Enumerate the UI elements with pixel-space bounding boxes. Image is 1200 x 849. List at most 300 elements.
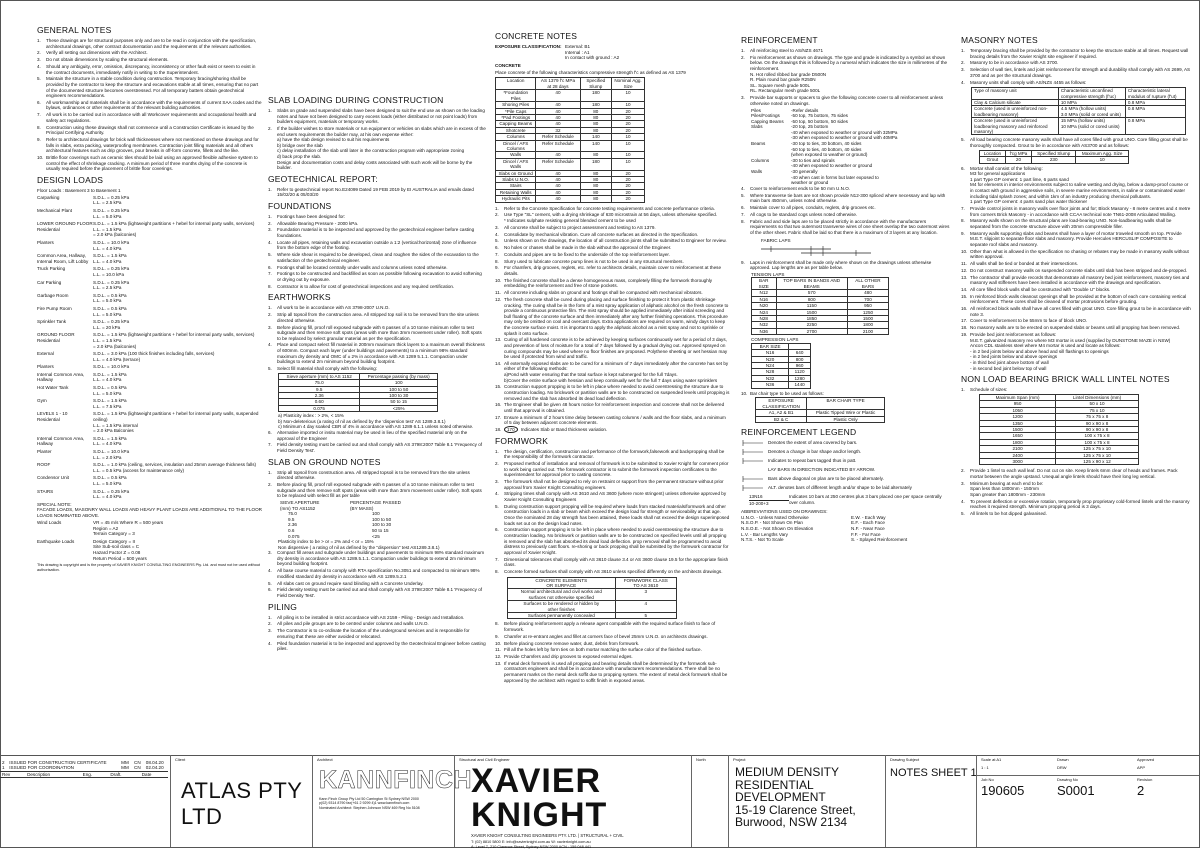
load-location: Car Parking (37, 279, 62, 285)
design-load-row (37, 364, 262, 370)
list-item (495, 232, 730, 238)
load-location: Common Area, Hallway, Internal Room, Lift Lobby (37, 253, 89, 264)
tension-laps-table (751, 277, 889, 335)
item-text: Piled foundation material is to be inspected and approved by the Geotechnical Engineer before casting piles. (277, 640, 486, 652)
cover-value: -30 top to ties, 30 bottom, 40 sides -50 top to ties, 40 bottom, 40 sides (when exposed to weather or ground) (791, 141, 868, 158)
item-number: 1. (268, 108, 272, 113)
item-number: 8. (961, 218, 965, 224)
table-cell: 640 (789, 350, 811, 356)
revision-cell: 08.04.20 (145, 760, 164, 765)
list-item (961, 306, 1191, 317)
design-load-row (37, 475, 262, 486)
item-number: 7. (495, 556, 499, 562)
item-number: 5. (741, 192, 745, 198)
item-text: All externally exposed slabs are to be cured for a minimum of 7 days immediately after the concrete has set by either of the following methods: a)Pond with water ensuring that the total surface is kept submerged for the full 7days. b)Cover the entire surface with hessian and keep continually wet for the full 7 days using water sprinklers (504, 360, 729, 383)
item-text: Unless shown on the drawings, the location of all construction joints shall be submitted to Engineer for review. (504, 238, 727, 244)
list-item (495, 225, 730, 231)
item-text: Where side shear is required to be developed, clean and roughen the sides of the excavation to the satisfaction of the geotechnical engineer. (277, 252, 479, 263)
item-text: Where transverse tie bars are not shown provide N12-300 spliced where necessary and lap with main bars 450mm, unless noted otherwise. (750, 192, 946, 204)
item-text: The Engineer shall be given 48 hours notice for reinforcement inspection and concrete shall not be delivered until that approval is obtained. (504, 402, 725, 413)
load-location: Condensor Unit (37, 475, 69, 481)
table-cell: 40 (536, 121, 580, 127)
revision-cell: 1 (2, 765, 5, 771)
table-cell: 40 (536, 170, 580, 176)
list-item (268, 430, 486, 441)
table-header: Location (496, 78, 536, 90)
load-value: S.D.L. = 0.25 kPa L.L. = 5.0 kPa (93, 208, 130, 219)
item-text: Field density testing must be carried out and shall comply with AS 3798:2007 Table 8.1 'Frequency of Field Density Test'. (277, 587, 483, 598)
load-location: Truck Parking (37, 266, 66, 272)
item-number: 3. (495, 224, 499, 230)
item-number: 3. (37, 57, 41, 63)
list-item (741, 205, 951, 211)
cover-value: -20 top, 25 bottom -40 when exposed to weather or ground with 32MPa -30 when exposed to weather or ground with 40MPa (791, 124, 898, 141)
table-cell: 80 (580, 152, 612, 158)
table-cell: 20 (612, 127, 645, 133)
masonry-units-table (971, 87, 1186, 135)
item-text: All work is to be carried out in accordance with all Workcover requirements and occupational health and safety act regulations. (46, 112, 257, 123)
legend-item (741, 485, 951, 491)
table-cell: Hydraulic Pits (496, 196, 536, 202)
table-header: CONCRETE ELEMENTS OR SURFACE (508, 577, 616, 589)
column-construction (268, 92, 486, 653)
cover-value: -30 generally -40 when cast in forms but later exposed to weather or ground (791, 169, 879, 186)
table-header: Maximum Agg. Size (1076, 150, 1129, 156)
list-item (741, 95, 951, 106)
legend-item (741, 440, 951, 446)
load-value: S.D.L. = 0.5 kPa L.L. = 5.0 kPa (93, 385, 127, 396)
item-text: Contractor is to allow for cost of geotechnical inspections and any required certification. (277, 283, 455, 289)
cover-schedule (751, 108, 951, 186)
item-number: 2. (961, 468, 965, 474)
reinforcement-legend-title: REINFORCEMENT LEGEND (741, 426, 857, 437)
list-item (495, 238, 730, 244)
architect-logo: KANNFINCH (319, 766, 473, 794)
item-text: All base course material to comply with RTA specification No.3051 and compacted to minimum 98% modified standard dry density in accordance with AS 1289.5.2.1 (277, 568, 480, 579)
item-text: Concrete formed surfaces shall comply with AS 3610 unless specified differently on the architects drawings. (504, 568, 723, 574)
table-cell: 1650 (980, 433, 1056, 439)
table-header: Lintel Dimensions (mm) (1056, 394, 1139, 400)
sieve-pass: 100 to 50 (372, 516, 392, 522)
sieve-size: 0.6 (288, 527, 295, 533)
load-location: Mechanical Plant (37, 208, 72, 214)
grout-table (979, 150, 1129, 164)
item-number: 5. (268, 252, 272, 258)
table-cell: 2.36 (279, 393, 360, 399)
item-text: Do not construct masonry walls on suspended concrete slabs until slab has been stripped and de-propped. (970, 267, 1188, 273)
table-row (508, 612, 677, 618)
compression-laps-table (751, 343, 811, 389)
list-item (961, 60, 1191, 66)
item-number: 2. (741, 54, 745, 60)
list-item (495, 259, 730, 265)
item-number: 6. (961, 165, 965, 171)
load-value: S.D.L. = 0.25 kPa L.L. = 2.5 kPa (93, 194, 130, 206)
slab-loading-list (268, 108, 486, 171)
list-item (268, 305, 486, 311)
table-cell: 50 to 15 (360, 399, 438, 405)
table-cell: <25% (360, 405, 438, 411)
list-item (961, 511, 1191, 517)
list-item (741, 55, 951, 94)
list-item (495, 569, 730, 575)
table-cell: 1800 (980, 439, 1056, 445)
item-text: Mortar shall consist of the following: M3 for general applications 1 part Type GP cement: 1 part lime, 6 parts sand M4 for elements in interior environments subject to saline wetting and drying, below a damp-proof course or in contact with ground in aggressive soils, in severe marine environments, in saline or contaminated water including tidal splash zones; and within 1km of an industry producing chemical pollutants. 1 part Type GP cement: 4 parts sand plus water thickener (970, 165, 1189, 205)
item-number: 8. (741, 218, 745, 224)
table-cell: 20 (612, 114, 645, 120)
list-item (741, 48, 951, 54)
list-item (961, 67, 1191, 78)
table-header: Nominal Agg. Size (612, 78, 645, 90)
design-load-row (37, 385, 262, 396)
item-number: 4. (268, 568, 272, 574)
table-cell: Stairs (496, 183, 536, 189)
item-text: Do not obtain dimensions by scaling the structural elements. (46, 57, 169, 63)
item-text: Field density testing must be carried out and shall comply with AS 3798:2007 Table 8.1 'Frequency of Field Density Test'. (277, 442, 483, 453)
cover-value: -50 top, 75 bottom, 75 sides (791, 113, 848, 119)
list-item (268, 581, 486, 587)
list-item (268, 271, 486, 282)
table-cell: 2100 (847, 328, 888, 334)
item-number: 2. (495, 461, 499, 467)
list-item (495, 557, 730, 568)
cover-element: Slabs (751, 124, 763, 130)
design-load-row (37, 306, 262, 317)
list-item (268, 442, 486, 453)
legend-item (741, 449, 951, 455)
table-cell: 90 x 90 x 8 (1056, 427, 1139, 433)
load-location: Carparking (37, 194, 60, 200)
list-item (961, 261, 1191, 267)
item-number: 5. (495, 238, 499, 244)
formwork-class-table (507, 577, 677, 620)
list-item (961, 468, 1191, 479)
table-row (496, 196, 645, 202)
column-concrete (495, 28, 730, 684)
earthquake-loads: Earthquake Loads Design Category = II Site Sub-soil class = C Hazard Factor Z = 0.08 Return Period = 500 years (37, 538, 147, 561)
table-cell: 80 (580, 196, 612, 202)
design-load-row (37, 489, 262, 500)
concrete-list (495, 206, 730, 433)
legend-item (741, 458, 951, 464)
table-cell: *Pad Footings (496, 114, 536, 120)
load-value: S.D.L. = 0.5 kPa L.L. = 5.0 kPa (93, 305, 127, 317)
table-cell: Slabs U.N.O. (496, 176, 536, 182)
table-cell: N32 (752, 375, 789, 381)
item-number: 9. (961, 230, 965, 236)
table-cell: 125 x 90 x 12 (1056, 459, 1139, 465)
north-cell: North (691, 755, 727, 847)
item-number: 4. (961, 79, 965, 85)
table-cell: 15 MPa (hollow units) 10 MPa (solid or cored units) (1058, 118, 1125, 135)
exposure-classification: EXPOSURE CLASSIFICATION: External: B1 Internal : A1 In contact with ground : A2 (495, 44, 620, 61)
wind-loads: Wind Loads VR = 45 m/s Where R = 500 years Region = A2 Terrain Category = 3 (37, 520, 164, 537)
table-cell: 20 (612, 196, 645, 202)
table-header: BAR CHAIR TYPE (807, 398, 885, 410)
table-cell: Concrete (used in unreinforced non-loadbearing masonry) (972, 106, 1059, 118)
table-cell: 10 (612, 158, 645, 170)
list-item (961, 499, 1191, 510)
table-cell: 480 (847, 290, 888, 296)
item-number: 2. (268, 125, 272, 131)
item-text: For chamfers, drip grooves, reglets, etc. refer to architects details, maintain cover to reinforcement at these details. (504, 265, 722, 277)
table-cell: Concrete (used in unreinforced loadbearing masonry and reinforced masonry) (972, 118, 1059, 135)
legend-item (741, 476, 951, 482)
item-text: Fill all the holes left by form ties on both mortar matching the surface color of the finished surface. (504, 647, 702, 653)
item-number: 12. (961, 267, 968, 273)
item-text: Temporary bracing shall be provided by the contractor to keep the structure stable at all times. Request wall bracing details from the Xavier Knight site engineer if required. (970, 48, 1189, 59)
table-cell: Refer Schedule (536, 140, 580, 152)
list-item (268, 621, 486, 627)
client-name: ATLAS PTY LTD (181, 778, 303, 829)
item-text: If metal deck formwork is used all propping and bearing details shall be determined by the formwork sub-contractors engineers and shall be in accordance with manufacturers recommendations. There shall be no permanent marks on the metal deck soffit due to propping system. The extent of metal deck formwork shall be approved by the architect with regard to soffit finish in exposed areas. (504, 660, 728, 683)
item-number: 1. (961, 48, 965, 53)
list-item (961, 249, 1191, 260)
abbrev-row (741, 537, 951, 543)
table-cell: N24 (752, 309, 777, 315)
list-item (268, 568, 486, 579)
table-cell: 125 x 75 x 10 (1056, 452, 1139, 458)
table-cell: 2100 (980, 446, 1056, 452)
masonry-item-5: 5. All load bearing concrete masonry walls shall have all cores filled with grout UNO. Core filling grout shall be thoroughly compacted. Grout to be in accordance with AS3700 and as follows: (961, 137, 1188, 148)
item-number: 18. (961, 325, 968, 331)
item-number: 3. (268, 324, 272, 330)
item-text: If the builder wishes to store materials or run equipment or vehicles on slabs which are in excess of the end users requirements the builder may, at his own expense either: a) have the slab design revised to suit his requirements b) bridge over the slab c) delay installation of the slab until later in the construction program with appropriate zoning d) back prop the slab. Design and documentation costs and delay costs associated with such work will be borne by the builder. (277, 125, 486, 171)
table-header: TOP BARS IN BANDS AND BEAMS (776, 278, 847, 290)
abbrev-right: S. - Splayed Reinforcement (851, 537, 908, 543)
list-item (268, 187, 486, 198)
revision-cell: 2 (2, 760, 5, 765)
list-item (961, 332, 1191, 371)
revision-header: Draft. (108, 771, 139, 777)
load-location: Sprinkler Tank (37, 319, 67, 325)
item-number: 2. (268, 481, 272, 487)
legend-item (741, 467, 951, 473)
item-number: 7. (268, 442, 272, 448)
legend-symbol (741, 467, 765, 473)
sieve-pass: 100 (372, 511, 380, 517)
masonry-list (961, 48, 1191, 85)
legend-text: Denotes a change in bar shape and/or length. (768, 449, 862, 455)
table-row (496, 158, 645, 170)
list-item (268, 615, 486, 621)
item-number: 1. (37, 38, 41, 43)
list-item (495, 212, 730, 223)
list-item (495, 479, 730, 490)
table-cell: 0.8 MPa (1125, 118, 1185, 135)
load-location: Planter (37, 449, 52, 454)
table-cell: 180 (580, 102, 612, 108)
load-location: STAIRS (37, 488, 54, 494)
sog-notes: Plasticity index to be > or = 2% and < or = 15% Non dispersive ( a rating of nil as defined by the "dispersion" test AS1289.3.8.1) (278, 539, 440, 550)
abbrev-right: E.W. - Each Way (851, 514, 886, 520)
item-number: 15. (961, 293, 968, 299)
table-cell: B2 & C (756, 416, 807, 422)
table-cell: 40 (536, 183, 580, 189)
client-cell: Client ATLAS PTY LTD (170, 755, 311, 847)
copyright-note: This drawing is copyright and is the property of XAVIER KNIGHT CONSULTING ENGINEERS Pty. Ltd. and must not be used without authorisation. (37, 563, 260, 573)
list-item (495, 634, 730, 640)
list-item (961, 206, 1191, 217)
item-text: Stripping times shall comply with AS 3610 and AS 3600 (where more stringent) unless otherwise approved by Xavier Knight Consulting Engineers (504, 491, 727, 503)
table-row (756, 416, 885, 422)
design-load-row (37, 332, 262, 349)
design-load-row (37, 319, 262, 330)
table-header: Characteristic unconfined compressive strength (f'uc) (1058, 88, 1125, 100)
list-item (495, 504, 730, 526)
load-value: S.D.L. = 1.5 kPa (lightweight partitions + hebel for internal party walls, services) L.L. = 1.5 kPa = 2.0 kPa (balconies) (93, 221, 255, 238)
revision-header: Eng. (81, 771, 109, 777)
table-cell: 40 (536, 108, 580, 114)
item-text: Construction using these drawings shall not commence until a Construction Certificate is issued by the Principal Certifying Authority. (46, 124, 254, 136)
load-value: S.D.L. = 0.25 kPa L.L. = 4.0 kPa (93, 488, 130, 500)
item-text: Masonry units shall comply with AS/NZS 4455 as follows: (970, 79, 1087, 85)
revision-cell: CN (134, 760, 141, 765)
item-text: Use Type "SL" cement, with a drying shrinkage of 630 microstrain at 56 days, unless otherwise specified. * Indicates sulphate resisting general blended cement to be used (504, 212, 718, 223)
table-cell: Refer Schedule (536, 134, 580, 140)
load-value: S.D.L. = 1.5 kPa L.L. = 4.0 kPa (93, 253, 127, 264)
masonry-list-2 (961, 166, 1191, 372)
concrete-label: CONCRETE (495, 62, 521, 68)
list-item (495, 337, 730, 359)
item-number: 7. (741, 211, 745, 217)
table-cell: Shotcrete (496, 127, 536, 133)
table-cell: 75 x 75 x 8 (1056, 414, 1139, 420)
list-item (495, 527, 730, 555)
list-item (37, 112, 262, 123)
cover-row (751, 124, 951, 141)
cover-value: -30 to ties and spirals -40 when exposed to weather or ground (791, 157, 873, 169)
sieve-size: 2.36 (288, 522, 297, 528)
item-text: Footings have been designed for: (277, 213, 346, 219)
item-number: 1. (741, 48, 745, 53)
item-number: 11. (495, 290, 502, 296)
table-cell: 1500 (776, 309, 847, 315)
list-item (495, 206, 730, 212)
table-cell: 10 (612, 152, 645, 158)
item-number: 1. (268, 469, 272, 475)
table-cell: N24 (752, 362, 789, 368)
table-cell: 20 (612, 189, 645, 195)
table-cell: *Foundation Piles (496, 90, 536, 102)
load-value: S.D.L. = 1.5 kPa (lightweight partitions + hebel for internal party walls, services) L.L. = 1.5 kPa = 2.0 kPa (balconies) (93, 332, 255, 349)
table-cell: 80 (580, 189, 612, 195)
lintel-table (979, 394, 1139, 465)
item-text: Strip all topsoil from construction area. All stripped topsoil is to be removed from the site unless directed otherwise. (277, 469, 470, 481)
table-cell: 800 (776, 296, 847, 302)
table-cell: N20 (752, 303, 777, 309)
list-item (37, 137, 262, 154)
revision-header: Description (25, 771, 81, 777)
design-load-row (37, 195, 262, 206)
table-header: Specified Slump (1032, 150, 1076, 156)
item-text: Provide bar supports or spacers to give the following concrete cover to all reinforcement unless otherwise noted on drawings. (750, 95, 944, 106)
item-number: 5. (961, 511, 965, 517)
table-cell: 40 (536, 102, 580, 108)
item-number: 4. (495, 491, 499, 497)
list-item (495, 278, 730, 289)
table-header: Maximum Span (mm) (980, 394, 1056, 400)
item-text: These drawings are for structural purposes only and are to be read in conjunction with the specification, architectural drawings, other contract documentation and the requirements of the relevant authorities. (46, 38, 257, 49)
list-item (961, 481, 1191, 498)
table-cell: 1280 (789, 375, 811, 381)
table-cell: 20 (612, 121, 645, 127)
load-value: S.D.L. = 0.25 kPa L.L. = 10.0 kPa (93, 266, 130, 277)
table-cell: 4.5 MPa (hollow units) 3.0 MPa (solid or cored units) (1058, 106, 1125, 118)
table-cell: 40 (536, 189, 580, 195)
table-cell: N16 (752, 296, 777, 302)
list-item (961, 80, 1191, 86)
list-item (268, 284, 486, 290)
table-row (752, 328, 889, 334)
item-number: 2. (961, 60, 965, 66)
table-cell: 32 (536, 127, 580, 133)
item-text: Place and compact select fill material in 200mm maximum thick layers to a maximum overall thickness of 600mm. Compact each layer (under buildings and pavements) to a minimum 98% standard maximum dry density and OMC of ± 2% in accordance with AS 1289 5.1.1. Compaction under buildings to extend 2m minimum beyond building footprint. (277, 342, 485, 365)
item-text: Masonry to be in accordance with AS 3700. (970, 60, 1059, 66)
cover-element: Piles (751, 107, 761, 113)
revision-cell: MM (121, 760, 129, 765)
list-item (495, 621, 730, 632)
item-number: 10. (961, 248, 968, 254)
revision-cell: 02.04.20 (145, 765, 164, 771)
table-row (496, 140, 645, 152)
table-cell: 20 (612, 108, 645, 114)
load-value: S.D.L. = 0.5 kPa L.L. = 5.0 kPa (93, 475, 127, 486)
earthworks-sieve-notes: a) Plasticity index : > 2%, < 15% b) Non-deleterious (a rating of nil as defined by the 'dispersion test' AS 1289.3.8.1) c) Minimum 4 day soaked CBR of 4% in accordance with AS 1289 6.1.1 unless noted otherwise. (278, 413, 474, 430)
table-cell: N28 (752, 369, 789, 375)
table-cell: Grout (980, 157, 1006, 163)
load-location: Fire Pump Room (37, 305, 72, 311)
table-row (496, 90, 645, 102)
item-number: 4. (268, 239, 272, 245)
table-cell: 40 (536, 114, 580, 120)
item-number: 11. (961, 261, 968, 266)
table-cell: 1500 (980, 427, 1056, 433)
item-text: All workmanship and materials shall be in accordance with the requirements of current SAA codes and the bylaws, ordinances or other requirements of the relevant building authorities. (46, 99, 262, 111)
item-number: 13. (495, 337, 502, 343)
sieve-size: 9.5 (288, 516, 295, 522)
table-cell: 75.0 (279, 380, 360, 386)
item-number: 6. (268, 430, 272, 436)
design-load-row (37, 449, 262, 460)
item-text: Dimensional tolerances shall comply with AS 3610 clause 3.4 or AS 3600 clause 19.5 for the appropriate finish class. (504, 556, 729, 568)
item-number: 5. (37, 76, 41, 82)
table-cell: Walls (496, 152, 536, 158)
table-cell: N16 (752, 350, 789, 356)
item-number: 4. (741, 185, 745, 191)
table-cell: Plastic Only (807, 416, 885, 422)
item-number: 6. (495, 245, 499, 251)
table-cell: 5 (615, 612, 676, 618)
table-cell: 1120 (789, 369, 811, 375)
table-header: FORMWORK CLASS TO AS 3610 (615, 577, 676, 589)
item-number: 2. (495, 212, 499, 218)
item-number: 10. (495, 277, 502, 283)
piling-title: PILING (268, 601, 298, 612)
design-load-row (37, 411, 262, 433)
table-row (279, 405, 438, 411)
item-text: Verify all setting out dimensions with the Architect. (46, 50, 148, 56)
load-location: External (37, 351, 54, 357)
sieve-pass: 100 to 30 (372, 522, 392, 528)
table-cell: 960 (789, 362, 811, 368)
item-text: Cover to reinforcement ends to be 50 mm U.N.O. (750, 185, 851, 191)
item-text: All reinforced block walls shall have all cores filled with grout UNO. Core filling grout to be in accordance with note 3. (970, 306, 1191, 317)
item-number: 6. (37, 99, 41, 105)
load-value: S.D.L. = 10.0 kPa L.L. = 2.0 kPa (93, 449, 130, 460)
table-row (980, 459, 1139, 465)
list-item (495, 491, 730, 502)
